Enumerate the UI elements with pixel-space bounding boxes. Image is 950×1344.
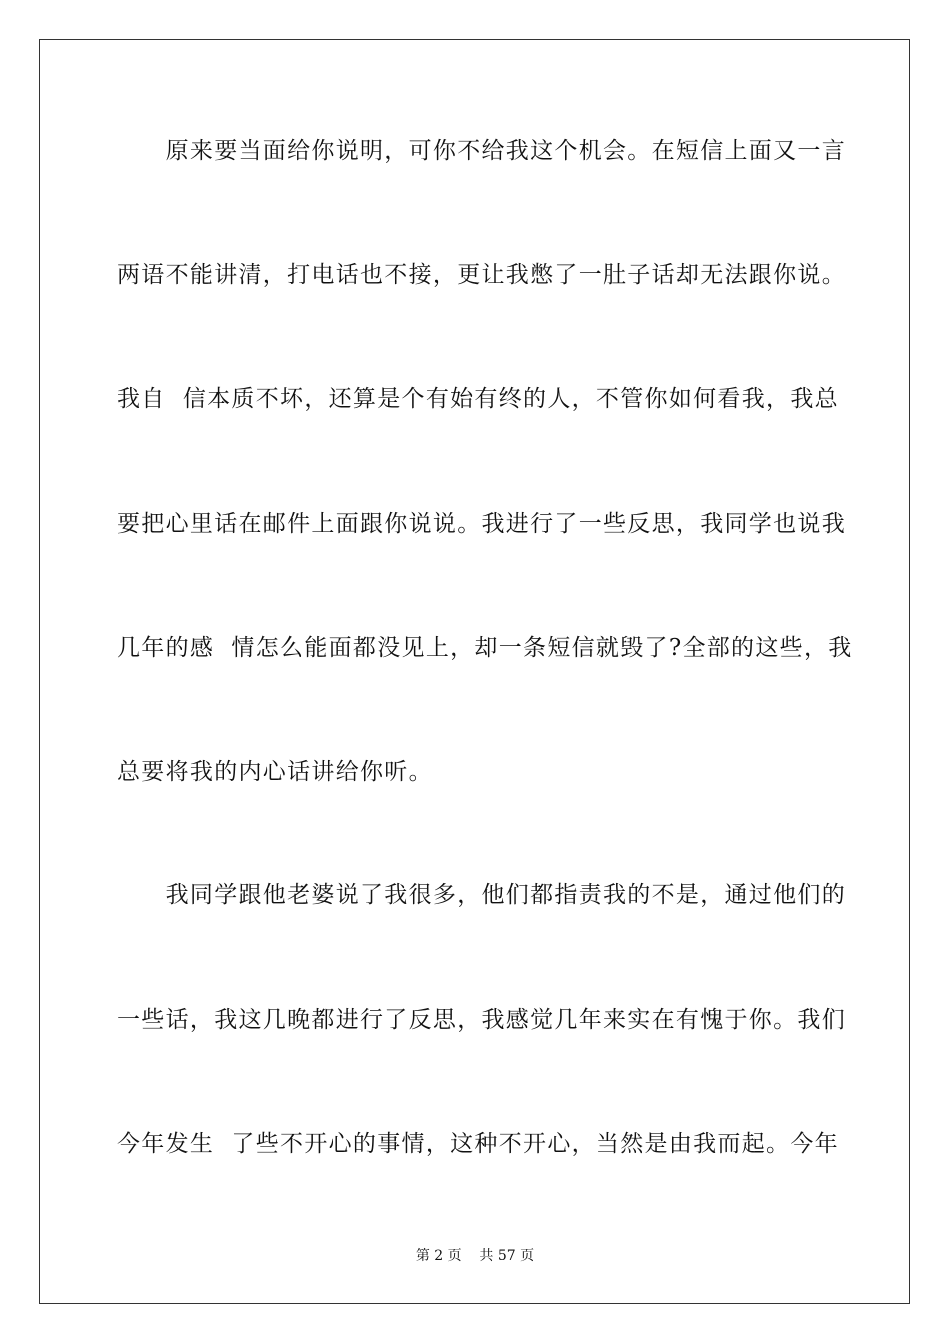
paragraph-1-line-2: 两语不能讲清，打电话也不接，更让我憋了一肚子话却无法跟你说。 — [117, 262, 846, 288]
page-frame — [39, 39, 910, 1304]
paragraph-1-line-1: 原来要当面给你说明，可你不给我这个机会。在短信上面又一言 — [117, 138, 846, 164]
paragraph-1-line-5: 几年的感 情怎么能面都没见上，却一条短信就毁了?全部的这些，我 — [117, 635, 853, 661]
paragraph-2-line-2: 一些话，我这几晚都进行了反思，我感觉几年来实在有愧于你。我们 — [117, 1007, 846, 1033]
page-number-footer: 第 2 页 共 57 页 — [415, 1248, 535, 1264]
paragraph-1-line-6: 总要将我的内心话讲给你听。 — [117, 759, 433, 785]
paragraph-1-line-4: 要把心里话在邮件上面跟你说说。我进行了一些反思，我同学也说我 — [117, 511, 846, 537]
paragraph-2-line-1: 我同学跟他老婆说了我很多，他们都指责我的不是，通过他们的 — [117, 882, 846, 908]
paragraph-1-line-3: 我自 信本质不坏，还算是个有始有终的人，不管你如何看我，我总 — [117, 386, 839, 412]
paragraph-2-line-3: 今年发生 了些不开心的事情，这种不开心，当然是由我而起。今年 — [117, 1131, 839, 1157]
